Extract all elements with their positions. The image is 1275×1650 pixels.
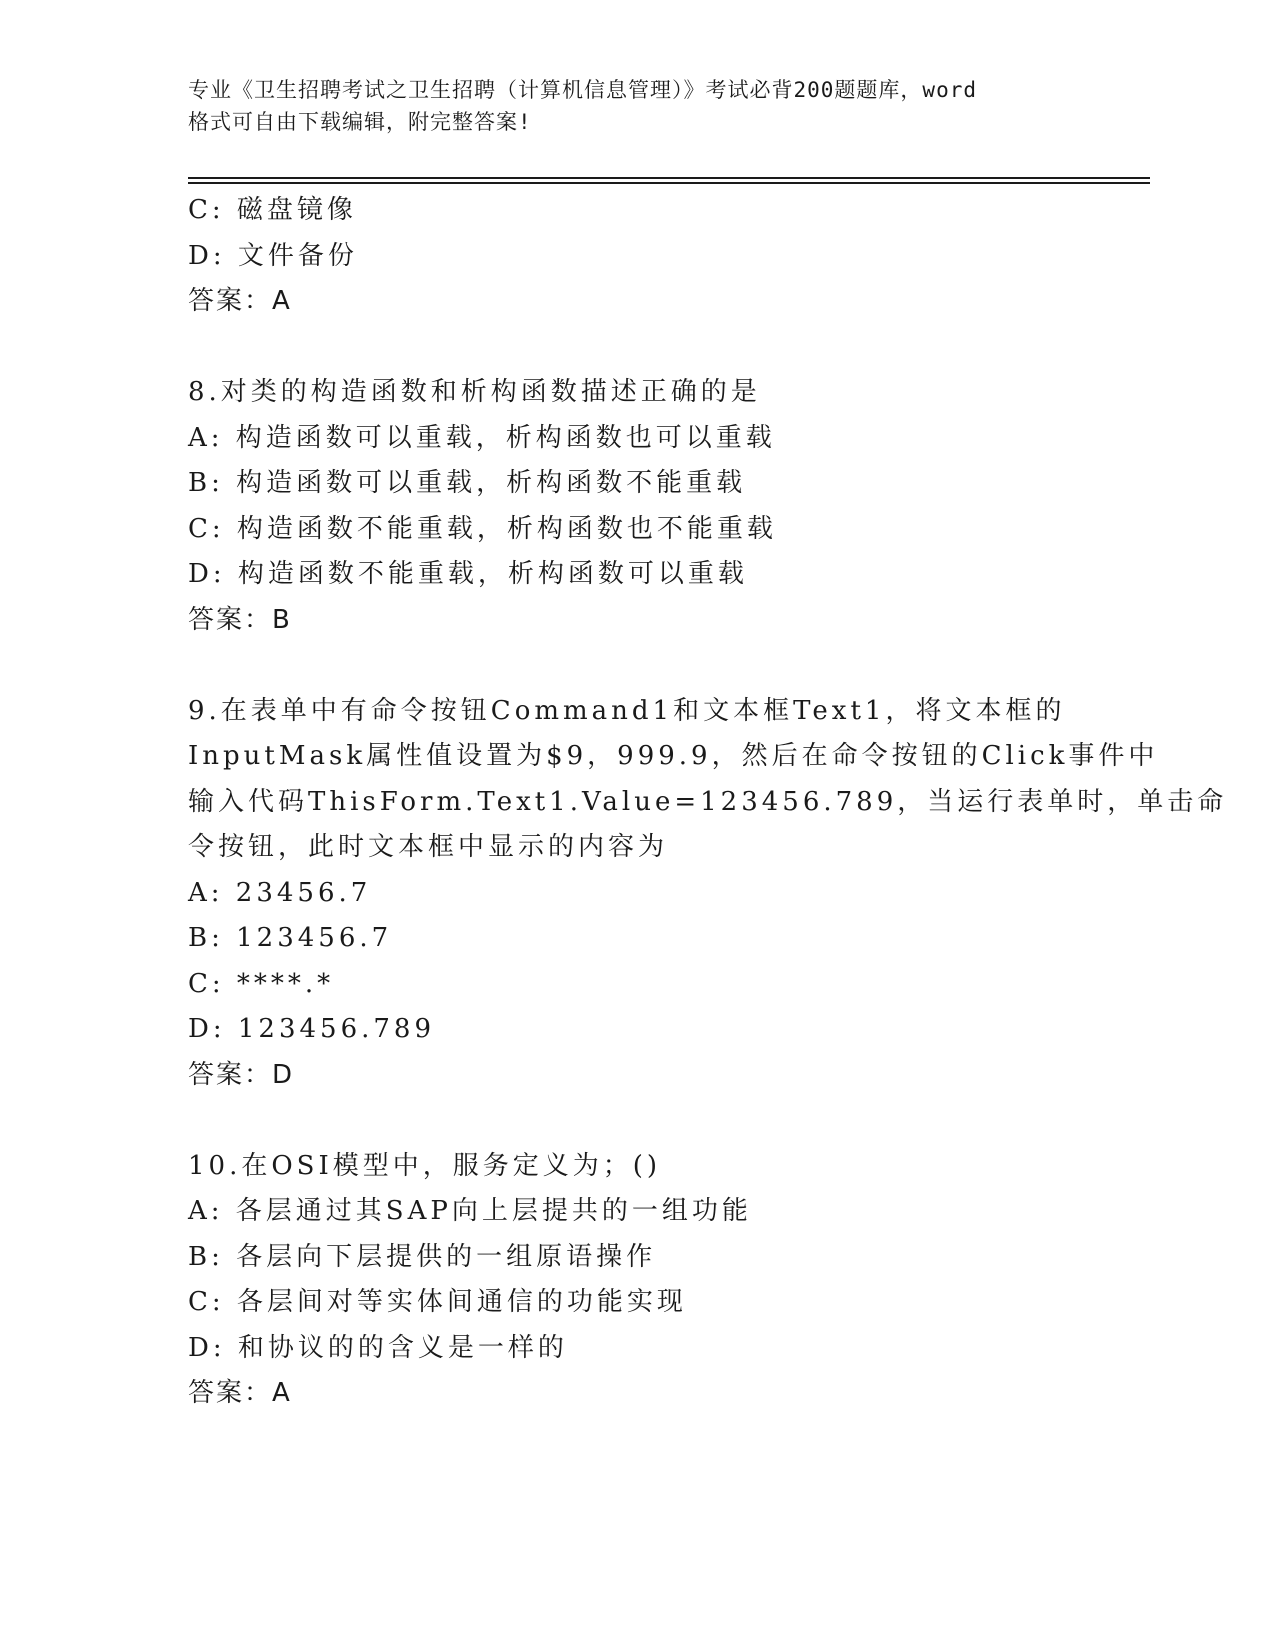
question-stem-line-3: 输入代码ThisForm.Text1.Value=123456.789，当运行表单时，单击命	[188, 786, 1228, 817]
option-c: C: 各层间对等实体间通信的功能实现	[188, 1287, 687, 1317]
header-divider-bottom	[188, 182, 1150, 184]
header-line-2: 格式可自由下载编辑，附完整答案!	[188, 110, 532, 134]
option-d: D: 123456.789	[188, 1014, 436, 1044]
block-spacer	[188, 1098, 1088, 1144]
option-b: B: 构造函数可以重载，析构函数不能重载	[188, 468, 747, 498]
answer-line: 答案：A	[188, 286, 292, 316]
header-divider-top	[188, 177, 1150, 179]
header-line-1: 专业《卫生招聘考试之卫生招聘（计算机信息管理）》考试必背200题题库，word	[188, 78, 977, 102]
answer-line: 答案：B	[188, 604, 292, 635]
question-block-8	[188, 370, 1088, 643]
block-spacer	[188, 325, 1088, 371]
option-b: B: 各层向下层提供的一组原语操作	[188, 1241, 657, 1272]
question-block-9	[188, 689, 1228, 1099]
option-a: A: 各层通过其SAP向上层提共的一组功能	[188, 1196, 752, 1226]
option-b: B: 123456.7	[188, 923, 393, 953]
option-d: D: 构造函数不能重载，析构函数可以重载	[188, 559, 748, 589]
question-block-10	[188, 1144, 1088, 1417]
question-stem-line-4: 令按钮，此时文本框中显示的内容为	[188, 832, 669, 862]
question-block-7-continued	[188, 188, 1088, 325]
block-spacer	[188, 643, 1088, 689]
question-stem: 8.对类的构造函数和析构函数描述正确的是	[188, 377, 761, 407]
question-list	[188, 188, 1228, 1417]
option-a: A: 23456.7	[188, 877, 372, 908]
answer-line: 答案：A	[188, 1378, 292, 1408]
option-d: D: 文件备份	[188, 240, 358, 271]
question-stem-line-1: 9.在表单中有命令按钮Command1和文本框Text1，将文本框的	[188, 695, 1066, 726]
option-d: D: 和协议的的含义是一样的	[188, 1332, 568, 1363]
option-c: C: 构造函数不能重载，析构函数也不能重载	[188, 513, 777, 544]
question-stem: 10.在OSI模型中，服务定义为；()	[188, 1150, 662, 1181]
question-stem-line-2: InputMask属性值设置为$9，999.9，然后在命令按钮的Click事件中	[188, 741, 1159, 771]
answer-line: 答案：D	[188, 1059, 295, 1090]
option-c: C: 磁盘镜像	[188, 195, 357, 225]
option-c: C: ****.*	[188, 968, 335, 999]
document-header	[188, 74, 1088, 138]
option-a: A: 构造函数可以重载，析构函数也可以重载	[188, 422, 776, 453]
